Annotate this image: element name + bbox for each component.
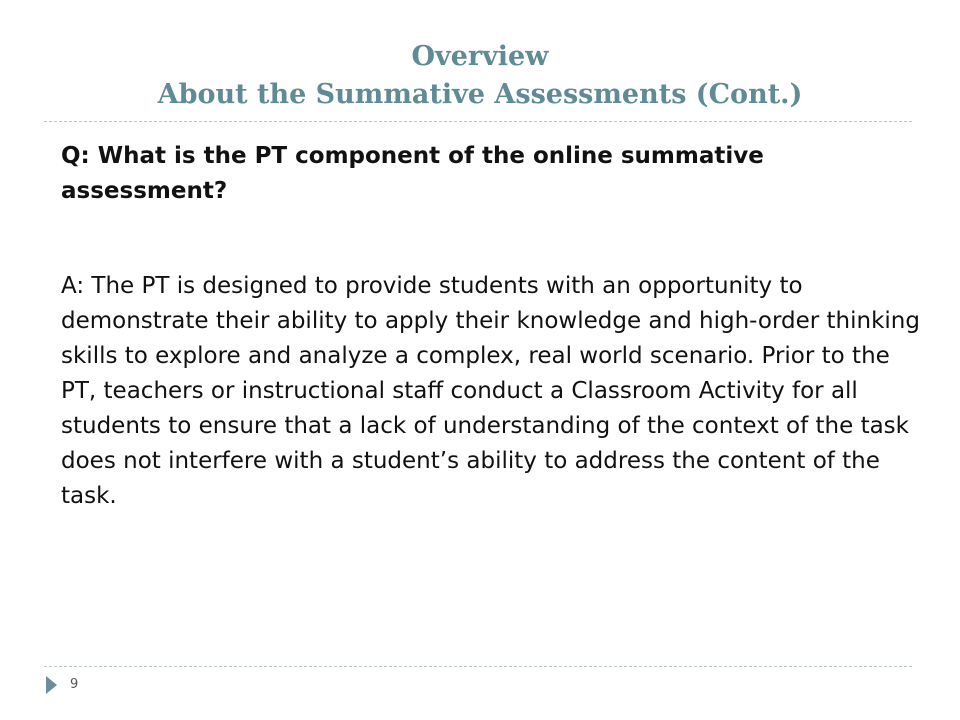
triangle-right-icon [46,676,57,694]
slide-title-line-1: Overview [411,41,549,72]
bottom-divider [44,666,912,667]
slide-body [61,139,921,514]
question-text: Q: What is the PT component of the online summative assessment? [61,143,764,204]
page-number: 9 [70,677,79,692]
top-divider [44,121,912,122]
slide-title [0,38,960,114]
slide-title-line-2: About the Summative Assessments (Cont.) [157,79,803,110]
answer-text: A: The PT is designed to provide students with an opportunity to demonstrate their ability to apply their knowledge and high-order thinking skills to explore and analyze a complex, real world scenario. Prior to the PT, teachers or instructional staff conduct a Classroom Activity for all students to ensure that a lack of understanding of the context of the task does not interfere with a student’s ability to address the content of the task. [61,273,920,509]
